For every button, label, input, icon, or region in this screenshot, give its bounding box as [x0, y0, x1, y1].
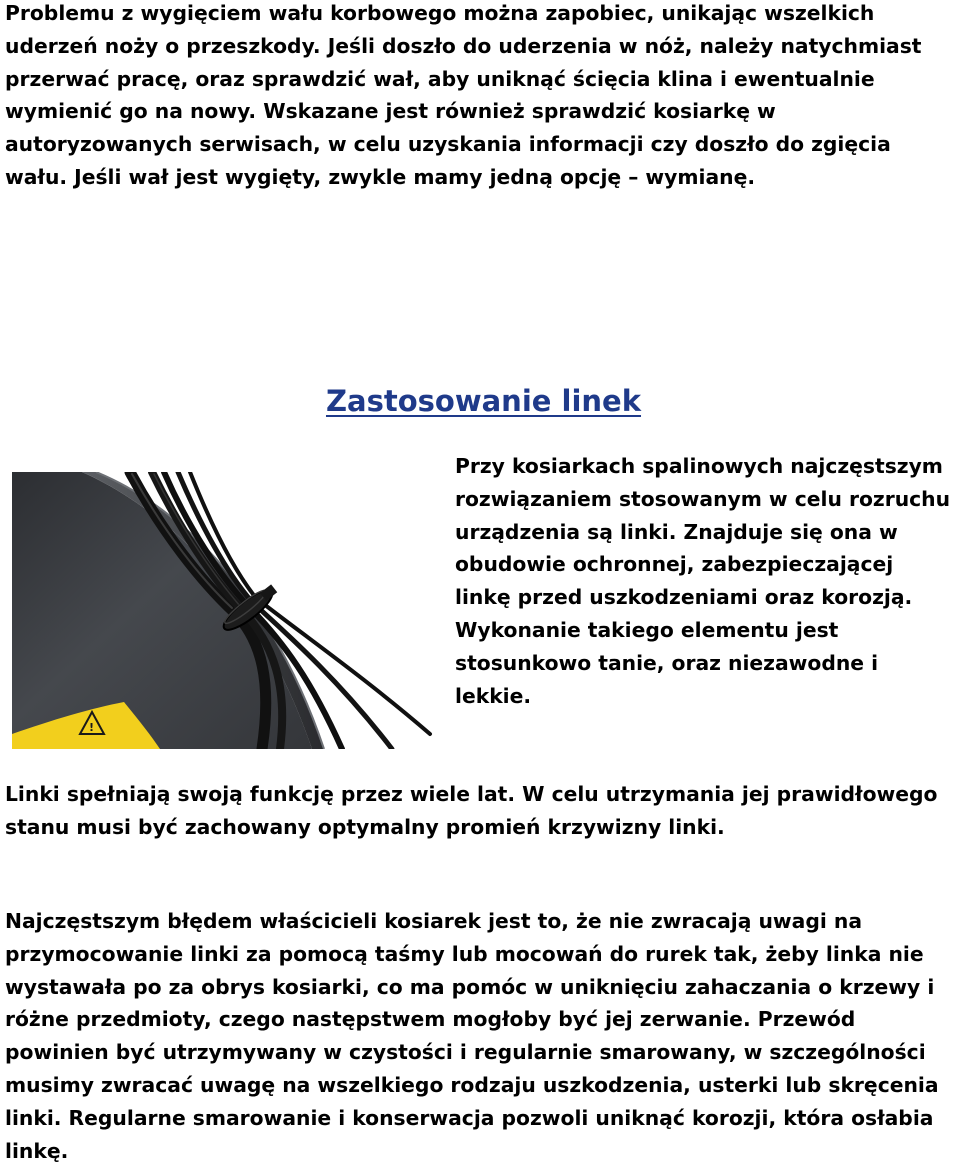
starter-cable-paragraph: Przy kosiarkach spalinowych najczęstszym rozwiązaniem stosowanym w celu rozruchu urządzenia są linki. Znajduje się ona w obudowie ochronnej, zabezpieczającej linkę przed uszkodzeniami oraz korozją. Wykonanie takiego elementu jest stosunkowo tanie, oraz niezawodne i lekkie. [455, 454, 951, 708]
svg-text:!: ! [89, 721, 95, 734]
intro-paragraph: Problemu z wygięciem wału korbowego można zapobiec, unikając wszelkich uderzeń noży o przeszkody. Jeśli doszło do uderzenia w nóż, należy natychmiast przerwać pracę, oraz sprawdzić wał, aby uniknąć ścięcia klina i ewentualnie wymienić go na nowy. Wskazane jest również sprawdzić kosiarkę w autoryzowanych serwisach, w celu uzyskania informacji czy doszło do zgięcia wału. Jeśli wał jest wygięty, zwykle mamy jedną opcję – wymianę. [5, 1, 922, 189]
section-heading: Zastosowanie linek [325, 384, 642, 418]
mower-cable-illustration [12, 472, 434, 749]
mower-cable-photo [12, 472, 434, 749]
cable-lifetime-paragraph: Linki spełniają swoją funkcję przez wiele lat. W celu utrzymania jej prawidłowego stanu musi być zachowany optymalny promień krzywizny linki. [5, 782, 938, 839]
common-errors-paragraph: Najczęstszym błędem właścicieli kosiarek jest to, że nie zwracają uwagi na przymocowanie linki za pomocą taśmy lub mocowań do rurek tak, żeby linka nie wystawała po za obrys kosiarki, co ma pomóc w uniknięciu zahaczania o krzewy i różne przedmioty, czego następstwem mogłoby być jej zerwanie. Przewód powinien być utrzymywany w czystości i regularnie smarowany, w szczególności musimy zwracać uwagę na wszelkiego rodzaju uszkodzenia, usterki lub skręcenia linki. Regularne smarowanie i konserwacja pozwoli uniknąć korozji, która osłabia linkę. [5, 909, 939, 1163]
